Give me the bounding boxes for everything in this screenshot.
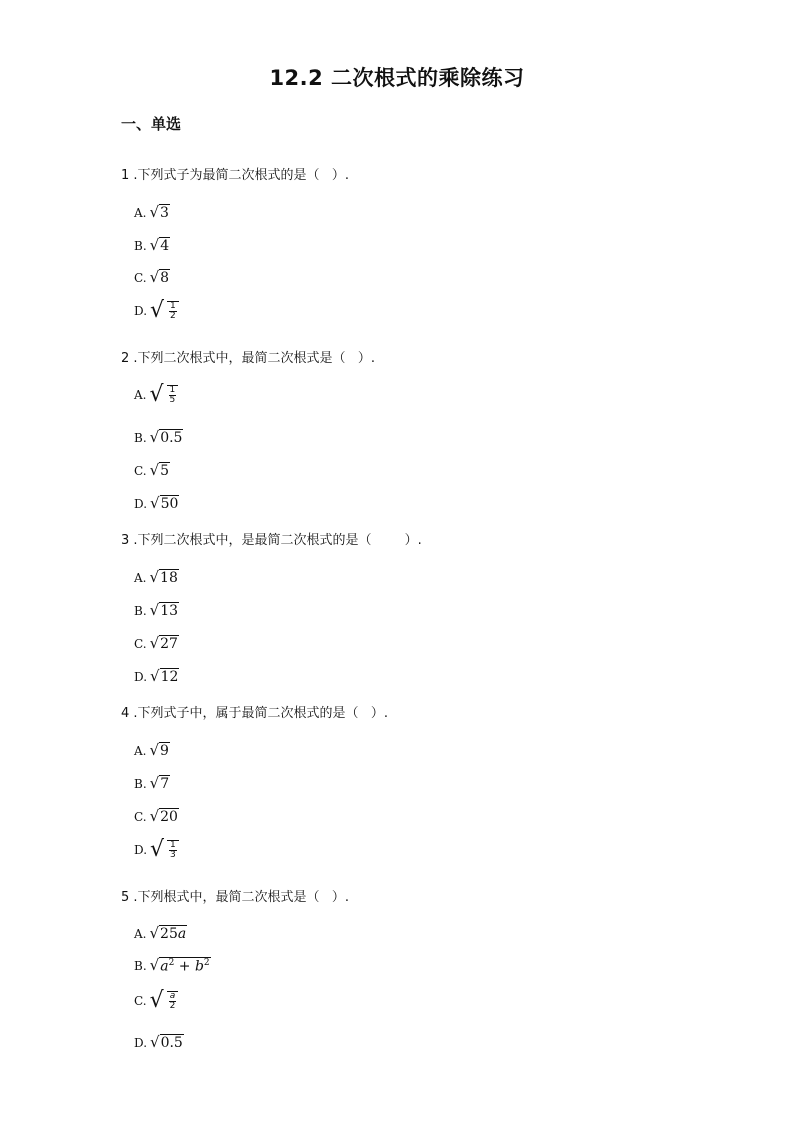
radical-sign: √ [149,988,164,1013]
q3-option-d[interactable] [134,668,179,685]
q3-option-c[interactable] [134,635,179,652]
q1-option-c[interactable] [134,269,170,286]
q2-option-b[interactable] [134,429,183,446]
option-letter: D. [134,669,148,684]
option-letter: D. [134,496,148,511]
fraction: $\frac{1}{5}$ [167,385,179,406]
option-letter: B. [134,238,147,253]
option-letter: B. [134,958,147,973]
option-letter: D. [134,1035,148,1050]
question-5: 5 .下列根式中，最简二次根式是（ ）. [121,890,350,905]
radical: √ 0.5 [150,1033,183,1051]
radical: √ 3 [149,203,169,221]
radical: √ 20 [149,807,178,825]
option-letter: A. [134,926,147,941]
radical: √ 25a [149,924,187,942]
section-heading: 一、单选 [121,115,182,133]
option-letter: D. [134,843,148,857]
radical-sign: √ [149,382,164,407]
question-3: 3 .下列二次根式中，是最简二次根式的是（ ）. [121,533,422,548]
q4-option-a[interactable] [134,742,170,759]
q2-option-c[interactable] [134,462,170,479]
fraction: $\frac{1}{2}$ [167,301,179,322]
radical-sign: √ [150,837,165,862]
option-letter: B. [134,603,147,618]
radical-sign: √ [150,298,165,323]
q1-option-a[interactable] [134,204,170,221]
q3-option-a[interactable] [134,569,179,586]
option-letter: A. [134,743,147,758]
q4-option-d[interactable] [134,839,179,861]
radical: √ 8 [149,268,170,286]
q4-option-c[interactable] [134,808,179,825]
question-4: 4 .下列式子中，属于最简二次根式的是（ ）. [121,706,389,721]
q2-option-a[interactable] [134,384,178,406]
option-letter: B. [134,430,147,445]
option-letter: C. [134,636,147,651]
option-letter: B. [134,776,147,791]
radical: √ 50 [150,494,179,512]
option-letter: A. [134,388,147,402]
q4-option-b[interactable] [134,775,170,792]
fraction: $\frac{a}{2}$ [167,991,179,1012]
radical: √ 5 [149,461,170,479]
q5-option-d[interactable] [134,1034,184,1051]
radical: √ 9 [149,741,169,759]
q1-option-d[interactable] [134,300,179,322]
option-letter: D. [134,304,148,318]
radical: √ 0.5 [149,428,183,446]
q2-option-d[interactable] [134,495,179,512]
question-2: 2 .下列二次根式中，最简二次根式是（ ）. [121,351,376,366]
q5-option-c[interactable] [134,990,178,1012]
option-letter: C. [134,270,147,285]
option-letter: C. [134,994,147,1008]
question-1: 1 .下列式子为最简二次根式的是（ ）. [121,168,350,183]
option-letter: C. [134,463,147,478]
option-letter: A. [134,205,147,220]
radical: √ 12 [150,667,179,685]
radical: √ 4 [149,236,170,254]
q3-option-b[interactable] [134,602,179,619]
q1-option-b[interactable] [134,237,170,254]
q5-option-b[interactable] [134,957,211,975]
page-title: 12.2 二次根式的乘除练习 [269,66,525,90]
radical: √ 27 [149,634,178,652]
radical: √ $a^2 + b^2$ [149,956,210,975]
option-letter: A. [134,570,147,585]
q5-option-a[interactable] [134,925,187,942]
radical: √ 7 [149,774,170,792]
radical: √ 13 [149,601,179,619]
fraction: $\frac{1}{3}$ [167,840,179,861]
option-letter: C. [134,809,147,824]
radical: √ 18 [149,568,178,586]
